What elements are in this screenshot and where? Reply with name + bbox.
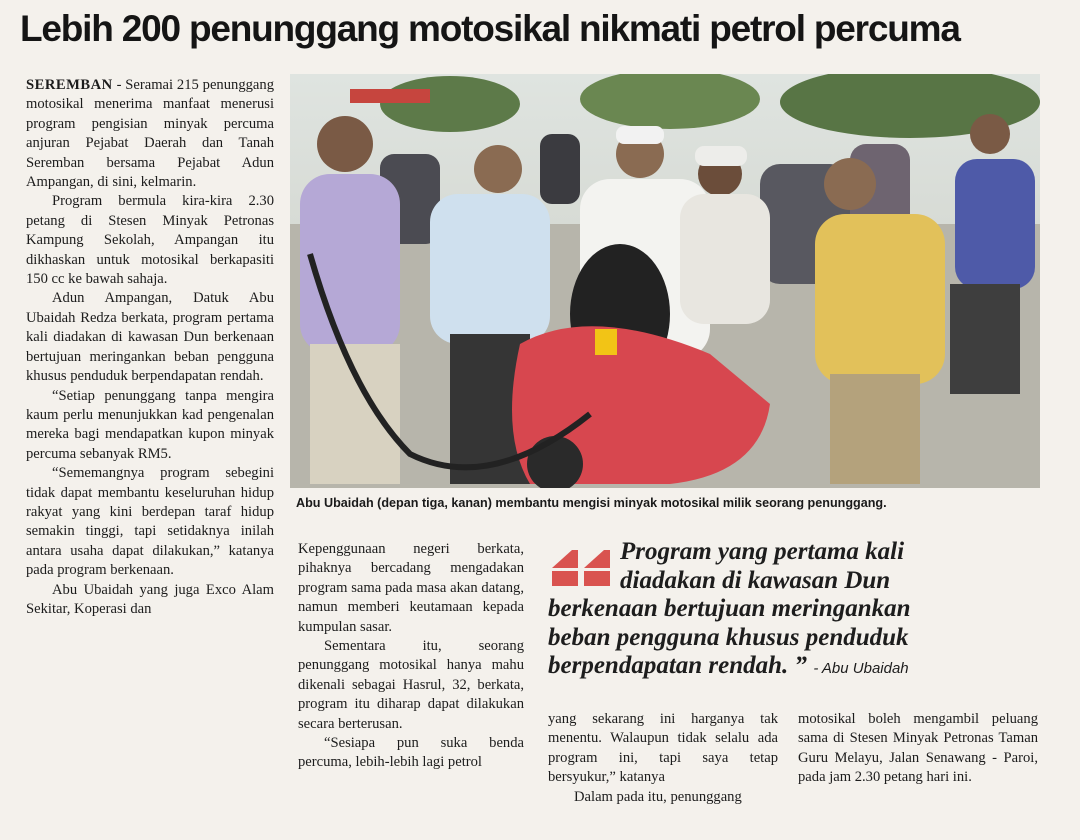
paragraph-5: “Sememangnya program sebegini tidak dapat membantu keseluruhan hidup rakyat yang kini berdepan taraf hidup semakin tinggi, tapi setidaknya inilah antara usaha dapat dilakukan,” katanya pada program berkenaan. bbox=[26, 465, 274, 579]
paragraph-9: “Sesiapa pun suka benda percuma, lebih-lebih lagi petrol bbox=[298, 735, 524, 771]
paragraph-6: Abu Ubaidah yang juga Exco Alam Sekitar, Koperasi dan bbox=[26, 581, 274, 617]
paragraph-1 bbox=[26, 76, 274, 192]
pull-quote-attribution: - Abu Ubaidah bbox=[813, 660, 909, 677]
news-photo bbox=[290, 74, 1040, 488]
pull-quote-line-5: berpendapatan rendah. ” bbox=[548, 652, 808, 679]
article-column-3 bbox=[548, 710, 778, 807]
pull-quote-line-1: Program yang pertama kali bbox=[620, 538, 905, 565]
headline: Lebih 200 penunggang motosikal nikmati petrol percuma bbox=[20, 8, 960, 49]
pull-quote bbox=[548, 538, 1048, 684]
article-column-2 bbox=[298, 540, 524, 773]
paragraph-7: Kepenggunaan negeri berkata, pihaknya bercadang mengadakan program sama pada masa akan datang, namun memberi keutamaan kepada kumpulan sasar. bbox=[298, 541, 524, 635]
paragraph-12: motosikal boleh mengambil peluang sama di Stesen Minyak Petronas Taman Guru Melayu, Jalan Senawang - Paroi, pada jam 2.30 petang hari ini. bbox=[798, 711, 1038, 786]
paragraph-4: “Setiap penunggang tanpa mengira kaum perlu menunjukkan kad pengenalan mereka bagi mendapatkan kupon minyak percuma sebanyak RM5. bbox=[26, 387, 274, 462]
pull-quote-line-4: beban pengguna khusus penduduk bbox=[548, 623, 909, 651]
paragraph-8: Sementara itu, seorang penunggang motosikal hanya mahu dikenali sebagai Hasrul, 32, berkata, program itu diharap dapat dilakukan secara berterusan. bbox=[298, 638, 524, 732]
article-column-4 bbox=[798, 710, 1038, 788]
dateline: SEREMBAN bbox=[26, 77, 113, 93]
paragraph-2: Program bermula kira-kira 2.30 petang di Stesen Minyak Petronas Kampung Sekolah, Ampangan itu dikhaskan untuk motosikal berkapasiti 150 cc ke bawah sahaja. bbox=[26, 193, 274, 288]
photo-illustration bbox=[290, 74, 1040, 488]
paragraph-11: Dalam pada itu, penunggang bbox=[574, 788, 742, 805]
pull-quote-line-2: diadakan di kawasan Dun bbox=[620, 566, 891, 594]
paragraph-1-text: - Seramai 215 penunggang motosikal menerima manfaat menerusi program pengisian minyak percuma anjuran Pejabat Daerah dan Tanah Seremban bersama Pejabat Adun Ampangan, di sini, kelmarin. bbox=[26, 77, 274, 191]
paragraph-3: Adun Ampangan, Datuk Abu Ubaidah Redza berkata, program pertama kali diadakan di kawasan Dun berkenaan bertujuan meringankan beban pengguna khusus penduduk berpendapatan rendah. bbox=[26, 290, 274, 385]
paragraph-10: yang sekarang ini harganya tak menentu. Walaupun tidak selalu ada program ini, tapi saya tetap bersyukur,” katanya bbox=[548, 711, 778, 786]
pull-quote-line-3: berkenaan bertujuan meringankan bbox=[548, 595, 911, 622]
article-column-1 bbox=[26, 76, 274, 619]
photo-caption: Abu Ubaidah (depan tiga, kanan) membantu mengisi minyak motosikal milik seorang penunggang. bbox=[296, 496, 887, 510]
